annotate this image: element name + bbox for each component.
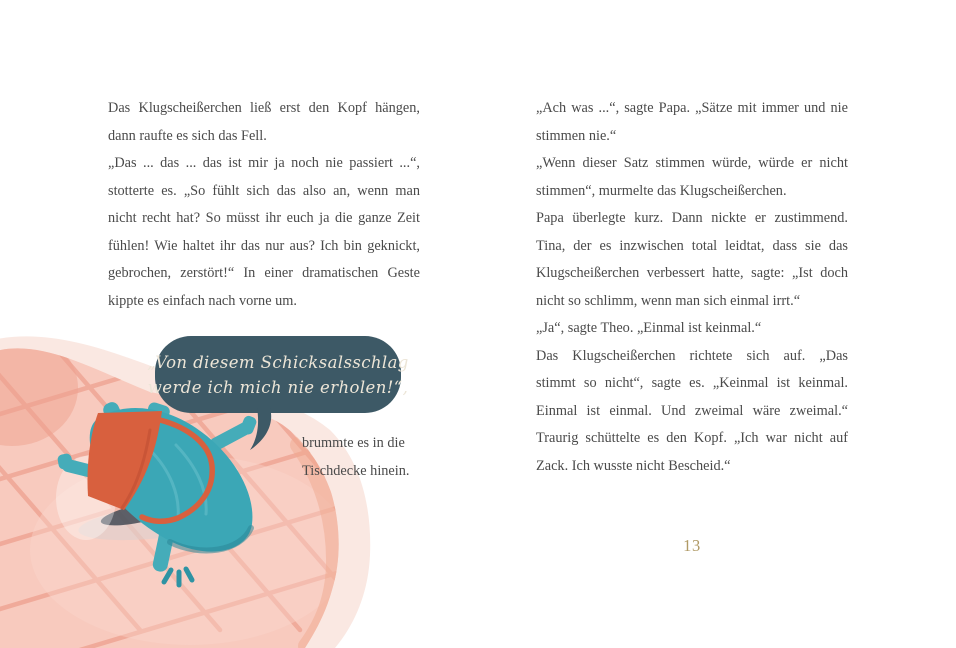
speech-bubble-tail [246,406,280,454]
text-line: Tina, der es inzwischen total leidtat, dass sie das [536,237,848,254]
text-line: gebrochen, zerstört!“ In einer dramatischen Geste [108,265,420,281]
text-line: kippte es einfach nach vorne um. [108,292,297,309]
text-line: „Ja“, sagte Theo. „Einmal ist keinmal.“ [536,320,762,336]
text-line: Klugscheißerchen verbessert hatte, sagte: „Ist doch [536,265,848,281]
text-line: „Das ... das ... das ist mir ja noch nie passiert ...“, [108,155,420,171]
text-line: dann raufte es sich das Fell. [108,127,267,144]
page-number: 13 [683,536,701,555]
speech-bubble-text: „Von diesem Schicksalsschlag [147,352,409,372]
text-line: Papa überlegte kurz. Dann nickte er zustimmend. [536,210,848,226]
text-line: stimmen“, murmelte das Klugscheißerchen. [536,182,787,199]
text-line: Das Klugscheißerchen ließ erst den Kopf hängen, [108,100,420,116]
text-line: „Ach was ...“, sagte Papa. „Sätze mit immer und nie [536,100,848,116]
text-line: Zack. Ich wusste nicht Bescheid.“ [536,457,731,474]
text-line: nicht so schlimm, wenn man sich einmal irrt.“ [536,292,801,309]
text-line: Einmal ist einmal. Und zweimal wäre zweimal.“ [536,402,848,419]
text-line: Das Klugscheißerchen richtete sich auf. „Das [536,347,848,364]
speech-bubble-text: werde ich mich nie erholen!“, [147,377,409,397]
text-line: fühlen! Wie haltet ihr das nur aus? Ich bin geknickt, [108,237,420,254]
text-line: Tischdecke hinein. [302,462,410,479]
text-line: stimmt so nicht“, sagte es. „Keinmal ist keinmal. [536,375,848,391]
right-page-text [536,95,848,480]
speech-bubble [147,336,409,413]
text-line: stotterte es. „So fühlt sich das also an, wenn man [108,182,420,199]
continuation-text [302,430,409,485]
text-line: „Wenn dieser Satz stimmen würde, würde er nicht [536,155,848,171]
text-line: stimmen nie.“ [536,127,617,144]
text-line: Traurig schüttelte es den Kopf. „Ich war nicht auf [536,430,848,446]
text-line: nicht recht hat? So müsst ihr euch ja die ganze Zeit [108,210,420,226]
text-line: brummte es in die [302,435,405,451]
